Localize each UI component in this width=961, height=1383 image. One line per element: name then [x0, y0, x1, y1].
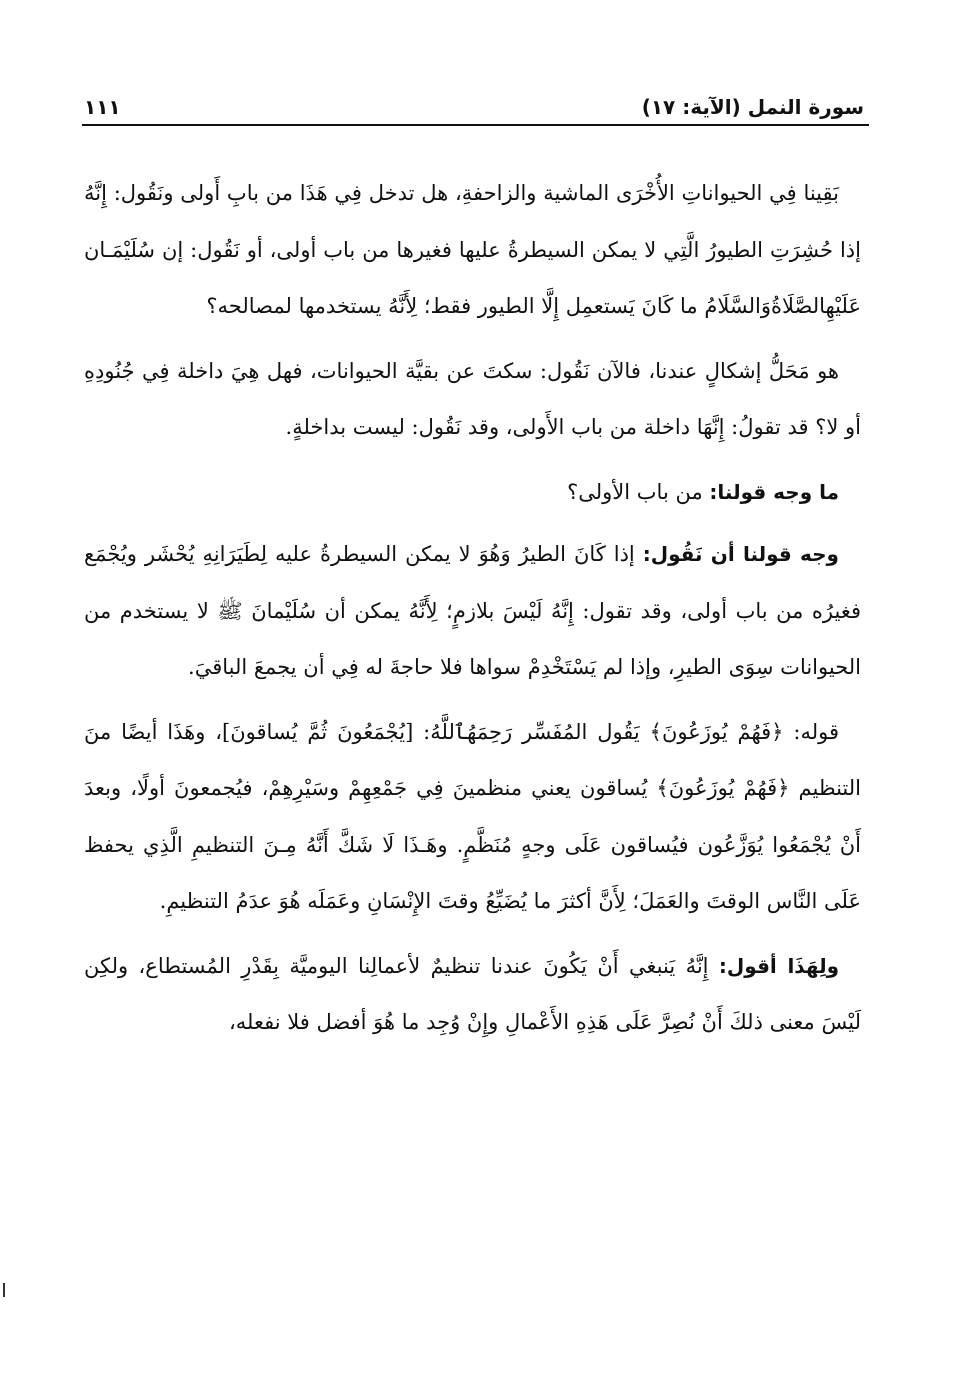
surah-title: سورة النمل (الآية: ١٧)	[641, 95, 864, 119]
bold-lead: ولِهَذَا أقول:	[718, 953, 840, 978]
paragraph-text: قوله: ﴿فَهُمْ يُوزَعُونَ﴾ يَقُول المُفَسِّر رَحِمَهُٱللَّهُ: [يُجْمَعُونَ ثُمَّ يُساقونَ]، وهَذَا أيضًا منَ التنظيم ﴿فَهُمْ يُوزَعُونَ﴾ يُساقون يعني منظمينَ فِي جَمْعِهِمْ وسَيْرِهِمْ، فيُجمعونَ أولًا، وبعدَ أَنْ يُجْمَعُوا يُوَزَّعُون فيُساقون عَلَى وجهٍ مُنَظَّمٍ. وهَـذَا لَا شَكَّ أَنَّهُ مِـنَ التنظيمِ الَّذِي يحفظ عَلَى النَّاس الوقتَ والعَمَلَ؛ لِأَنَّ أكثرَ ما يُضَيِّعُ وقتَ الإِنْسَانِ وعَمَلَه هُوَ عدَمُ التنظيمِ.	[84, 719, 861, 913]
page-number: ١١١	[84, 95, 121, 119]
paragraph-text: إِنَّهُ يَنبغي أَنْ يَكُونَ عندنا تنظيمٌ لأعمالِنا اليوميَّة بِقَدْرِ المُستطاع، ولكِن لَيْسَ معنى ذلكَ أَنْ نُصِرَّ عَلَى هَذِهِ الأَعْمالِ وإِنْ وُجِد ما هُوَ أفضل فلا نفعله،	[84, 953, 861, 1034]
paragraph-text: هو مَحَلُّ إشكالٍ عندنا، فالآن نَقُول: سكتَ عن بقيَّة الحيوانات، فهل هِيَ داخلة فِي جُنُودِهِ أو لا؟ قد تقولُ: إِنَّهَا داخلة من باب الأَولى، وقد نَقُول: ليست بداخلةٍ.	[84, 358, 861, 439]
bold-lead: ما وجه قولنا:	[709, 479, 839, 504]
bold-lead: وجه قولنا أن نَقُول:	[642, 542, 839, 566]
page-body	[84, 165, 861, 1059]
paragraph-1	[84, 165, 861, 335]
paragraph-text: بَقِينا فِي الحيواناتِ الأُخْرَى الماشية والزاحفةِ، هل تدخل فِي هَذَا من بابِ أَولى ونَقُول: إِنَّهُ إذا حُشِرَتِ الطيورُ الَّتِي لا يمكن السيطرةُ عليها فغيرها من باب أولى، أو نَقُول: إن سُلَيْمَـان عَلَيْهِالصَّلَاةُوَالسَّلَامُ ما كَانَ يَستعمِل إِلَّا الطيور فقط؛ لِأَنَّهُ يستخدمها لمصالحه؟	[84, 181, 861, 318]
header-divider	[82, 124, 869, 126]
paragraph-6	[84, 938, 861, 1051]
paragraph-text: من باب الأولى؟	[567, 479, 710, 504]
paragraph-text: إذا كَانَ الطيرُ وَهُوَ لا يمكن السيطرةُ عليه لِطَيَرَانِهِ يُحْشَر ويُجْمَع فغيرُه من باب أولى، وقد تقول: إِنَّهُ لَيْسَ بلازمٍ؛ لِأَنَّهُ يمكن أن سُلَيْمانَ ﷺ لا يستخدم من الحيوانات سِوَى الطيرِ، وإذا لم يَسْتَخْدِمْ سواها فلا حاجةَ له فِي أن يجمعَ الباقيَ.	[84, 542, 861, 679]
paragraph-2	[84, 343, 861, 456]
paragraph-4	[84, 526, 861, 696]
page-header	[84, 92, 864, 126]
paragraph-3	[84, 464, 861, 521]
paragraph-5	[84, 704, 861, 930]
scan-margin-mark	[3, 1283, 5, 1297]
